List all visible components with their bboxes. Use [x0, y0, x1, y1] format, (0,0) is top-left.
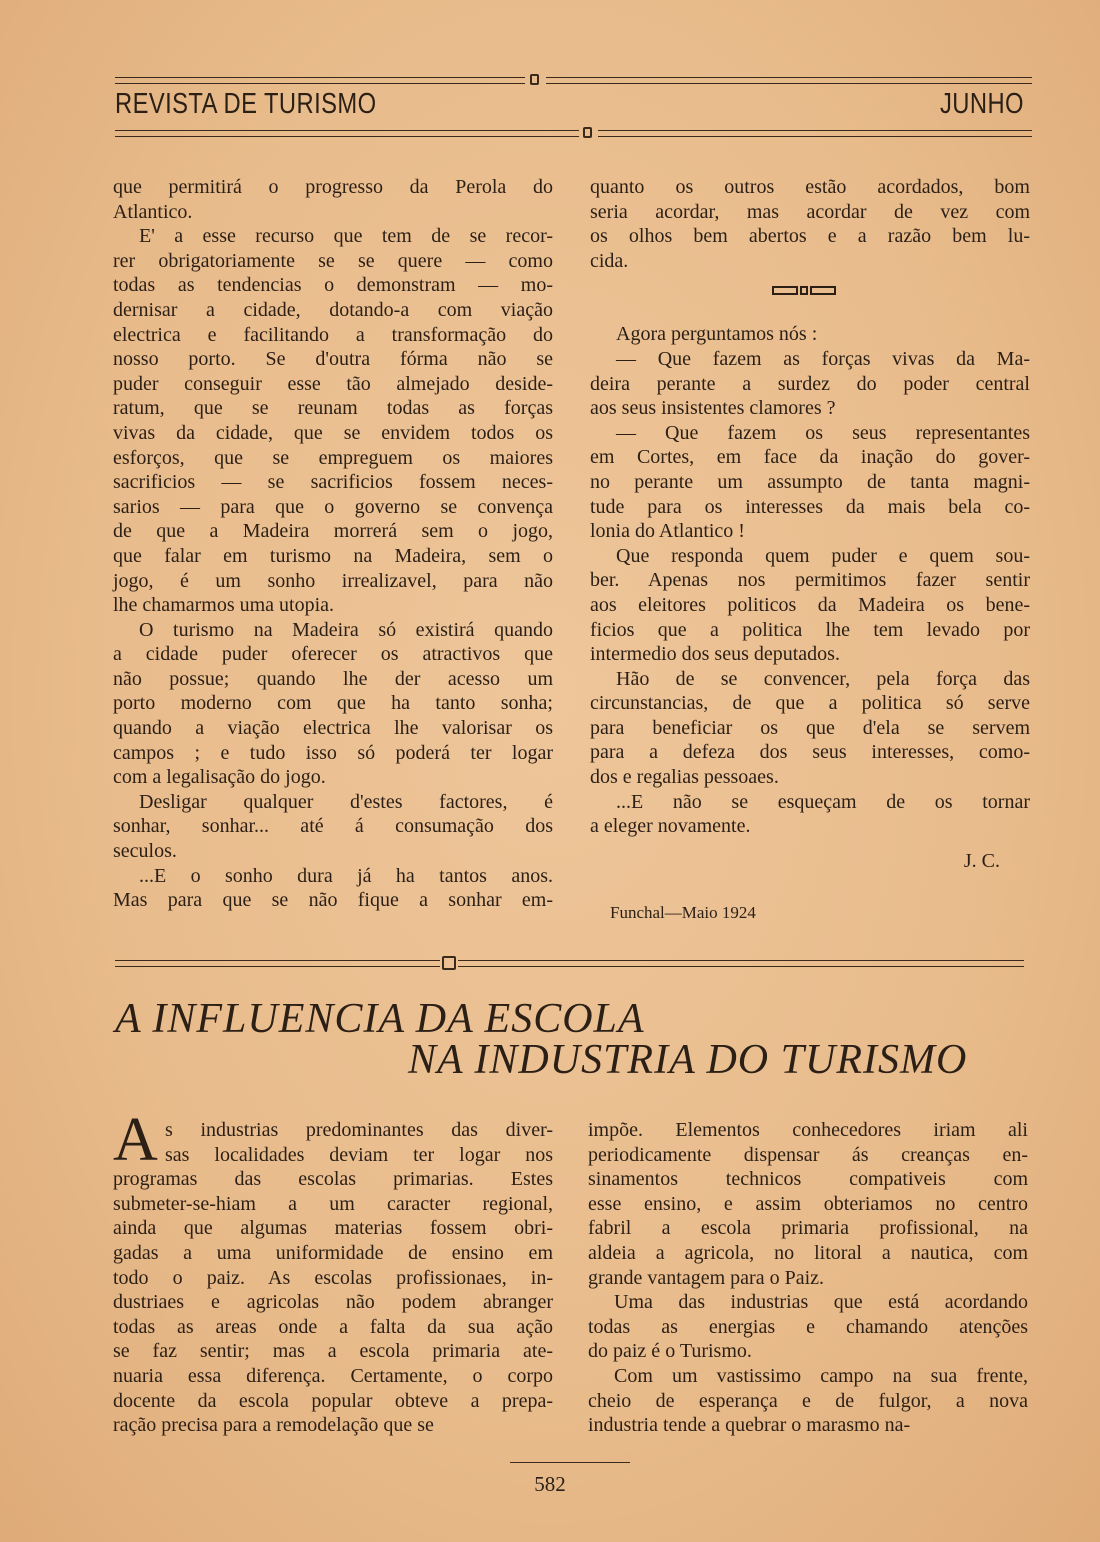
text-line: a eleger novamente.	[590, 815, 751, 838]
header-ornament-top	[530, 74, 539, 85]
header-rule-bottom-right	[598, 130, 1032, 137]
text-line: Mas para que se não fique a sonhar em-	[113, 889, 553, 912]
paragraph	[590, 322, 1030, 347]
text-line: programas das escolas primarias. Estes	[113, 1168, 553, 1191]
text-line: que permitirá o progresso da Perola do	[113, 176, 553, 198]
text-line: aldeia a agricola, no litoral a nautica, com	[588, 1241, 1028, 1264]
paragraph	[590, 347, 1030, 421]
paragraph	[588, 1118, 1028, 1290]
text-line: Desligar qualquer d'estes factores, é	[139, 790, 553, 813]
text-line: fabril a escola primaria profissional, na	[588, 1217, 1028, 1240]
text-line: a cidade puder oferecer os atractivos que	[113, 643, 553, 666]
text-line: sas localidades deviam ter logar nos	[165, 1143, 553, 1166]
paragraph	[590, 421, 1030, 544]
text-line: sacrificios — se sacrificios fossem neces-	[113, 471, 553, 494]
text-line: que falar em turismo na Madeira, sem o	[113, 544, 553, 567]
text-line: todo o paiz. As escolas profissionaes, in-	[113, 1266, 553, 1289]
text-line: Com um vastissimo campo na sua frente,	[614, 1364, 1028, 1387]
drop-cap: A	[113, 1106, 158, 1174]
text-line: docente da escola popular obteve a prepa-	[113, 1389, 553, 1412]
text-line: dernisar a cidade, dotando-a com viação	[113, 298, 553, 321]
text-line: Agora perguntamos nós :	[616, 323, 818, 346]
header-ornament-bottom	[583, 127, 592, 138]
paragraph	[590, 175, 1030, 273]
text-line: s industrias predominantes das diver-	[165, 1119, 553, 1141]
text-line: nuaria essa diferença. Certamente, o corpo	[113, 1364, 553, 1387]
text-line: periodicamente dispensar ás creanças en-	[588, 1143, 1028, 1166]
place-date: Funchal—Maio 1924	[610, 903, 756, 922]
text-line: puder conseguir esse tão almejado deside-	[113, 372, 553, 395]
text-line: — Que fazem os seus representantes	[616, 421, 1030, 444]
text-line: cida.	[590, 249, 629, 272]
text-line: impõe. Elementos conhecedores iriam ali	[588, 1119, 1028, 1141]
text-line: circunstancias, de que a politica só serve	[590, 692, 1030, 715]
text-line: em Cortes, em face da inação do gover-	[590, 446, 1030, 469]
text-line: gadas a uma uniformidade de ensino em	[113, 1241, 553, 1264]
text-line: todas as energias e chamando atenções	[588, 1315, 1028, 1338]
footer-rule	[510, 1462, 630, 1463]
article2-title-line1: A INFLUENCIA DA ESCOLA	[115, 996, 645, 1042]
text-line: seculos.	[113, 840, 177, 863]
paragraph	[590, 544, 1030, 667]
text-line: campos ; e tudo isso só poderá ter logar	[113, 741, 553, 764]
text-line: Uma das industrias que está acordando	[614, 1291, 1028, 1314]
text-line: ração precisa para a remodelação que se	[113, 1414, 434, 1437]
text-line: esse ensino, e assim obteriamos no centro	[588, 1192, 1028, 1215]
header-rule-top-right	[546, 77, 1032, 84]
text-line: quanto os outros estão acordados, bom	[590, 176, 1030, 198]
magazine-title: REVISTA DE TURISMO	[115, 88, 377, 120]
article1-right-top	[590, 175, 1030, 273]
paragraph	[590, 790, 1030, 839]
text-line: os olhos bem abertos e a razão bem lu-	[590, 225, 1030, 248]
text-line: para beneficiar os que d'ela se servem	[590, 716, 1030, 739]
text-line: dustriaes e agricolas não podem abranger	[113, 1291, 553, 1314]
text-line: todas as areas onde a falta da sua ação	[113, 1315, 553, 1338]
text-line: seria acordar, mas acordar de vez com	[590, 200, 1030, 223]
text-line: aos seus insistentes clamores ?	[590, 397, 836, 420]
text-line: submeter-se-hiam a um caracter regional,	[113, 1192, 553, 1215]
text-line: rer obrigatoriamente se se quere — como	[113, 249, 553, 272]
text-line: lhe chamarmos uma utopia.	[113, 594, 335, 617]
paragraph	[113, 618, 553, 790]
article2-title-line2: NA INDUSTRIA DO TURISMO	[408, 1037, 968, 1083]
article2-left-column	[113, 1106, 553, 1438]
text-line: dos e regalias pessoaes.	[590, 766, 779, 789]
text-line: quando a viação electrica lhe valorisar os	[113, 717, 553, 740]
text-line: ficios que a politica lhe tem levado por	[590, 618, 1030, 641]
text-line: cheio de esperança e de fulgor, a nova	[588, 1389, 1028, 1412]
author-signature: J. C.	[963, 849, 1000, 872]
text-line: para a defeza dos seus interesses, como-	[590, 741, 1030, 764]
article2-left-text	[113, 1118, 553, 1438]
section-divider-right	[458, 960, 1024, 967]
article1-right-column	[590, 175, 1030, 873]
text-line: lonia do Atlantico !	[590, 520, 745, 543]
article1-right-bottom	[590, 322, 1030, 838]
article1-left-column	[113, 175, 553, 913]
text-line: sarios — para que o governo se convença	[113, 495, 553, 518]
text-line: Que responda quem puder e quem sou-	[616, 544, 1030, 567]
text-line: deira perante a surdez do poder central	[590, 372, 1030, 395]
text-line: tude para os interesses da mais bela co-	[590, 495, 1030, 518]
header-rule-top-left	[115, 77, 525, 84]
text-line: Hão de se convencer, pela força das	[616, 667, 1030, 690]
text-line: grande vantagem para o Paiz.	[588, 1266, 825, 1289]
text-line: com a legalisação do jogo.	[113, 766, 326, 789]
text-line: electrica e facilitando a transformação do	[113, 323, 553, 346]
text-line: esforços, que se empreguem os maiores	[113, 446, 553, 469]
text-line: do paiz é o Turismo.	[588, 1340, 752, 1363]
paragraph	[590, 667, 1030, 790]
text-line: — Que fazem as forças vivas da Ma-	[616, 347, 1030, 370]
text-line: industria tende a quebrar o marasmo na-	[588, 1414, 911, 1437]
paragraph	[113, 790, 553, 864]
text-line: se faz sentir; mas a escola primaria ate-	[113, 1340, 553, 1363]
text-line: ...E não se esqueçam de os tornar	[616, 790, 1030, 813]
paragraph	[588, 1364, 1028, 1438]
text-line: sinamentos technicos compativeis com	[588, 1168, 1028, 1191]
text-line: todas as tendencias o demonstram — mo-	[113, 274, 553, 297]
text-line: ratum, que se reunam todas as forças	[113, 397, 553, 420]
text-line: E' a esse recurso que tem de se recor-	[139, 225, 553, 248]
paragraph	[113, 175, 553, 224]
text-line: intermedio dos seus deputados.	[590, 643, 840, 666]
text-line: sonhar, sonhar... até á consumação dos	[113, 815, 553, 838]
section-divider-ornament	[442, 956, 456, 970]
paragraph	[113, 1118, 553, 1438]
section-ornament	[590, 273, 1030, 322]
text-line: nosso porto. Se d'outra fórma não se	[113, 348, 553, 371]
text-line: jogo, é um sonho irrealizavel, para não	[113, 569, 553, 592]
article2-right-column	[588, 1118, 1028, 1438]
text-line: vivas da cidade, que se envidem todos os	[113, 421, 553, 444]
paragraph	[113, 224, 553, 618]
text-line: aos eleitores politicos da Madeira os bene-	[590, 593, 1030, 616]
text-line: porto moderno com que ha tanto sonha;	[113, 692, 553, 715]
text-line: não possue; quando lhe der acesso um	[113, 667, 553, 690]
text-line: ...E o sonho dura já ha tantos anos.	[139, 864, 553, 887]
text-line: O turismo na Madeira só existirá quando	[139, 618, 553, 641]
issue-month: JUNHO	[940, 88, 1024, 120]
section-divider-left	[115, 960, 440, 967]
text-line: no perante um assumpto de tanta magni-	[590, 470, 1030, 493]
paragraph	[588, 1290, 1028, 1364]
paragraph	[113, 864, 553, 913]
text-line: de que a Madeira morrerá sem o jogo,	[113, 520, 553, 543]
text-line: Atlantico.	[113, 200, 193, 223]
page-number: 582	[534, 1472, 566, 1496]
header-rule-bottom-left	[115, 130, 579, 137]
text-line: ainda que algumas materias fossem obri-	[113, 1217, 553, 1240]
text-line: ber. Apenas nos permitimos fazer sentir	[590, 569, 1030, 592]
